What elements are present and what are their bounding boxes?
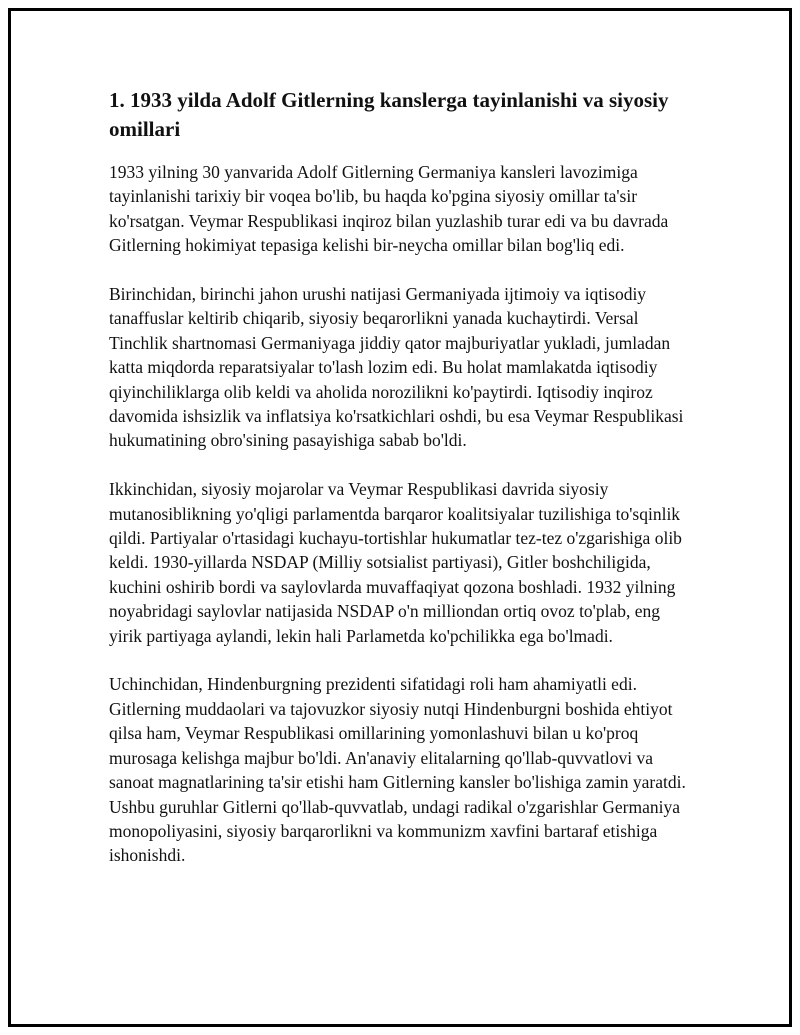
document-body (109, 86, 694, 892)
paragraph-third-factor: Uchinchidan, Hindenburgning prezidenti sifatidagi roli ham ahamiyatli edi. Gitlerning muddaolari va tajovuzkor siyosiy nutqi Hindenburgni boshida ehtiyot qilsa ham, Veymar Respublikasi omillarining yomonlashuvi bilan u ko'proq murosaga kelishga majbur bo'ldi. An'anaviy elitalarning qo'llab-quvvatlovi va sanoat magnatlarining ta'sir etishi ham Gitlerning kansler bo'lishiga zamin yaratdi. Ushbu guruhlar Gitlerni qo'llab-quvvatlab, undagi radikal o'zgarishlar Germaniya monopoliyasini, siyosiy barqarorlikni va kommunizm xavfini bartaraf etishiga ishonishdi. (109, 674, 686, 866)
section-heading: 1. 1933 yilda Adolf Gitlerning kanslerga tayinlanishi va siyosiy omillari (109, 88, 669, 141)
paragraph-first-factor: Birinchidan, birinchi jahon urushi natijasi Germaniyada ijtimoiy va iqtisodiy tanaffuslar keltirib chiqarib, siyosiy beqarorlikni yanada kuchaytirdi. Versal Tinchlik shartnomasi Germaniyaga jiddiy qator majburiyatlar yukladi, jumladan katta miqdorda reparatsiyalar to'lash lozim edi. Bu holat mamlakatda iqtisodiy qiyinchiliklarga olib keldi va aholida norozilikni ko'paytirdi. Iqtisodiy inqiroz davomida ishsizlik va inflatsiya ko'rsatkichlari oshdi, bu esa Veymar Respublikasi hukumatining obro'sining pasayishiga sabab bo'ldi. (109, 284, 684, 451)
paragraph-second-factor: Ikkinchidan, siyosiy mojarolar va Veymar Respublikasi davrida siyosiy mutanosiblikning yo'qligi parlamentda barqaror koalitsiyalar tuzilishiga to'sqinlik qildi. Partiyalar o'rtasidagi kuchayu-tortishlar hukumatlar tez-tez o'zgarishiga olib keldi. 1930-yillarda NSDAP (Milliy sotsialist partiyasi), Gitler boshchiligida, kuchini oshirib bordi va saylovlarda muvaffaqiyat qozona boshladi. 1932 yilning noyabridagi saylovlar natijasida NSDAP o'n milliondan ortiq ovoz to'plab, eng yirik partiyaga aylandi, lekin hali Parlametda ko'pchilikka ega bo'lmadi. (109, 479, 682, 646)
paragraph-intro: 1933 yilning 30 yanvarida Adolf Gitlerning Germaniya kansleri lavozimiga tayinlanishi tarixiy bir voqea bo'lib, bu haqda ko'pgina siyosiy omillar ta'sir ko'rsatgan. Veymar Respublikasi inqiroz bilan yuzlashib turar edi va bu davrada Gitlerning hokimiyat tepasiga kelishi bir-neycha omillar bilan bog'liq edi. (109, 162, 669, 256)
